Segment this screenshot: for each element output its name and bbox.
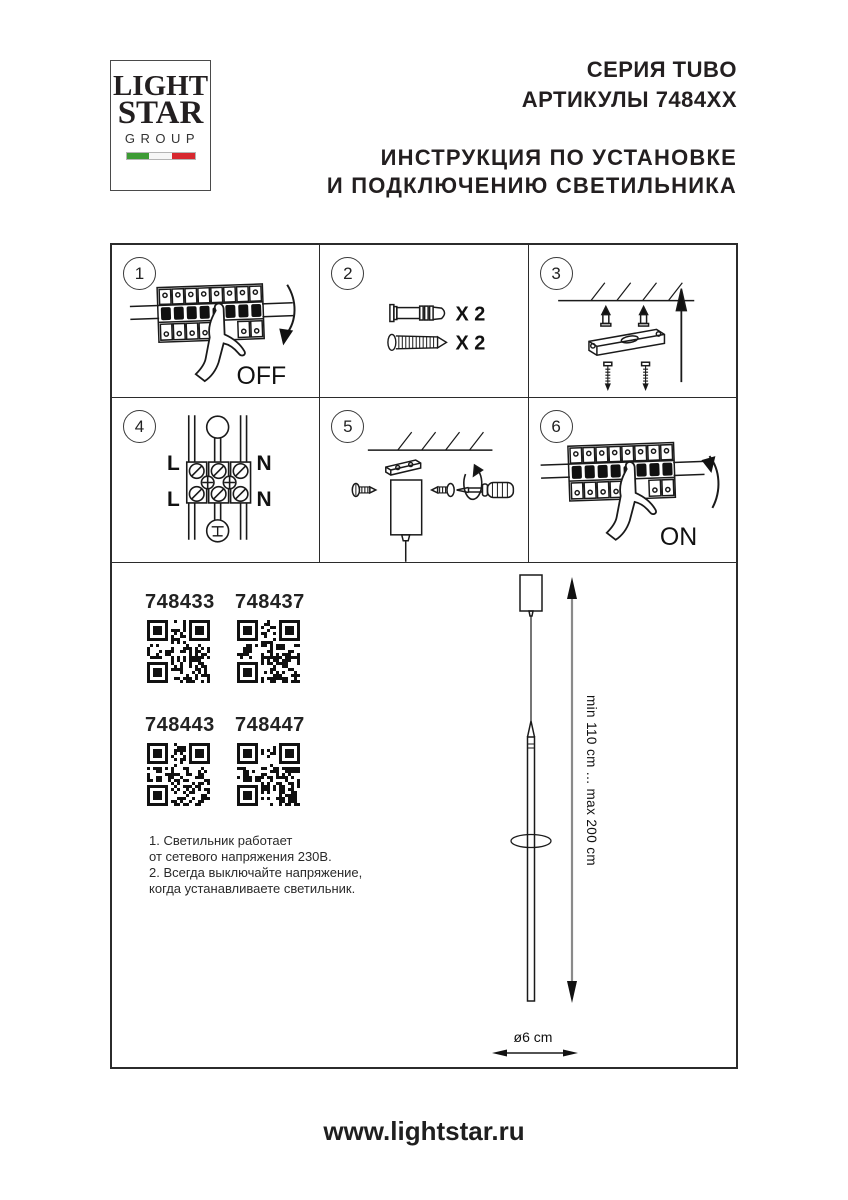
line-label: L bbox=[166, 487, 180, 511]
anchor-icon bbox=[638, 307, 648, 326]
wall-anchor-icon bbox=[390, 305, 445, 322]
screw-qty-label: X 2 bbox=[455, 332, 486, 355]
note-line: 1. Светильник работает bbox=[149, 833, 293, 848]
screw-icon bbox=[641, 362, 649, 389]
qr-code bbox=[237, 743, 300, 806]
canopy bbox=[520, 575, 542, 611]
screw-icon bbox=[353, 483, 377, 496]
instruction-title bbox=[327, 144, 737, 200]
step-number-badge: 2 bbox=[331, 257, 364, 290]
step-panel-1 bbox=[112, 245, 320, 398]
website-url: www.lightstar.ru bbox=[323, 1116, 525, 1146]
article-number: 748447 bbox=[235, 714, 305, 736]
step-number-badge: 3 bbox=[540, 257, 573, 290]
mounting-bracket-icon bbox=[589, 329, 665, 355]
breaker-top-cells bbox=[159, 286, 261, 304]
article-qr-grid bbox=[145, 591, 305, 811]
step-panel-5 bbox=[320, 398, 528, 563]
safety-notes bbox=[149, 833, 362, 897]
qr-code bbox=[147, 743, 210, 806]
qr-code bbox=[237, 620, 300, 683]
twist-adjust-ring bbox=[511, 835, 551, 848]
italy-flag-icon bbox=[126, 152, 196, 160]
terminal-screws bbox=[189, 464, 247, 501]
logo-word-light: LIGHT bbox=[112, 70, 209, 102]
lightstar-logo bbox=[110, 60, 211, 191]
articles-title: АРТИКУЛЫ 7484XX bbox=[521, 87, 737, 112]
step-panel-6 bbox=[529, 398, 736, 563]
qr-code bbox=[147, 620, 210, 683]
logo-word-star: STAR bbox=[117, 95, 204, 131]
tube-taper bbox=[528, 721, 535, 737]
article-number: 748437 bbox=[235, 591, 305, 613]
diameter-dimension-arrow bbox=[492, 1047, 578, 1059]
article-number: 748433 bbox=[145, 591, 215, 613]
article-cell bbox=[145, 714, 215, 811]
instruction-title-line1: ИНСТРУКЦИЯ ПО УСТАНОВКЕ bbox=[380, 145, 737, 170]
arrow-up-icon bbox=[676, 289, 686, 382]
note-line: 2. Всегда выключайте напряжение, bbox=[149, 865, 363, 880]
anchor-qty-label: X 2 bbox=[455, 303, 486, 326]
rotation-arrow-icon bbox=[464, 465, 483, 499]
step-number-badge: 4 bbox=[123, 410, 156, 443]
step-panel-3 bbox=[529, 245, 736, 398]
earth-symbol bbox=[207, 520, 229, 542]
ceiling-hatching bbox=[591, 283, 682, 301]
lamp-symbol bbox=[207, 416, 229, 438]
instruction-title-line2: И ПОДКЛЮЧЕНИЮ СВЕТИЛЬНИКА bbox=[326, 173, 737, 198]
step-panel-4 bbox=[112, 398, 320, 563]
cable-connector bbox=[529, 611, 533, 616]
note-line: когда устанавливаете светильник. bbox=[149, 881, 356, 896]
step-number-badge: 6 bbox=[540, 410, 573, 443]
article-cell bbox=[235, 591, 305, 688]
screw-icon bbox=[604, 362, 612, 389]
note-line: от сетевого напряжения 230В. bbox=[149, 849, 332, 864]
line-label: L bbox=[166, 452, 180, 476]
lamp-tube bbox=[528, 737, 535, 1001]
article-cell bbox=[145, 591, 215, 688]
arrow-up-icon bbox=[701, 456, 718, 508]
instruction-grid bbox=[110, 243, 738, 1069]
terminal-block bbox=[187, 462, 251, 503]
breaker-top-cells bbox=[570, 445, 673, 464]
mounting-bracket-icon bbox=[386, 460, 421, 475]
neutral-label: N bbox=[256, 487, 272, 511]
step-number-badge: 1 bbox=[123, 257, 156, 290]
product-info-section bbox=[112, 563, 736, 1065]
series-title: СЕРИЯ TUBO bbox=[586, 57, 737, 82]
anchor-icon bbox=[601, 307, 611, 326]
step-panel-2 bbox=[320, 245, 528, 398]
screw-icon bbox=[432, 483, 455, 496]
logo-word-group: GROUP bbox=[124, 131, 201, 146]
height-range-label: min 110 cm ... max 200 cm bbox=[584, 695, 599, 867]
cable bbox=[402, 535, 410, 562]
screw-icon bbox=[388, 334, 447, 350]
height-dimension-arrow bbox=[567, 577, 577, 1003]
neutral-label: N bbox=[256, 452, 272, 476]
diameter-label: ø6 cm bbox=[513, 1029, 553, 1045]
ceiling-hatching bbox=[398, 432, 484, 450]
article-number: 748443 bbox=[145, 714, 215, 736]
on-label: ON bbox=[659, 522, 697, 551]
canopy bbox=[391, 480, 422, 535]
article-cell bbox=[235, 714, 305, 811]
off-label: OFF bbox=[236, 363, 287, 391]
step-number-badge: 5 bbox=[331, 410, 364, 443]
